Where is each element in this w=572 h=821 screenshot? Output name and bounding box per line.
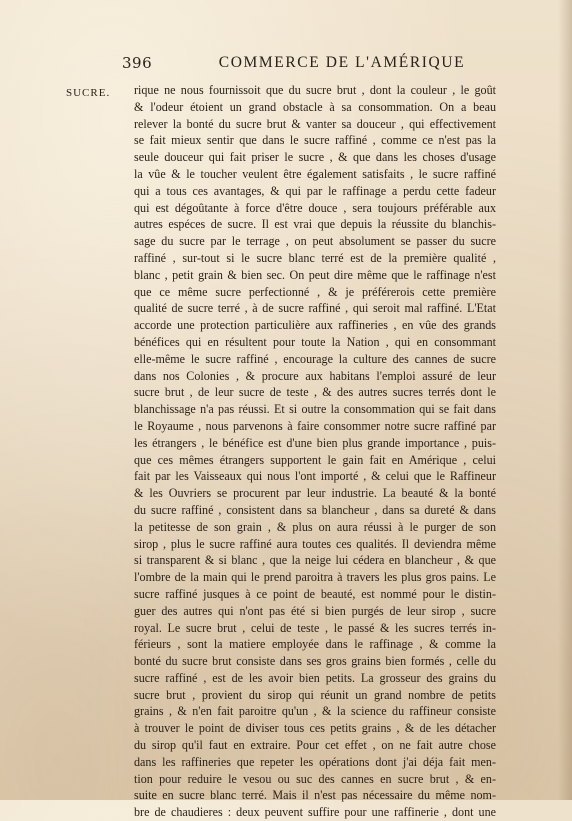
text-line: bonté du sucre brut consiste dans ses gros grains bien formés , celle du [134, 654, 496, 669]
text-line: sucre brut , de leur sucre de teste , & des autres sucres terrés dont le [134, 385, 496, 400]
text-line: les étrangers , le bénéfice est d'une bien plus grande importance , puis- [134, 435, 496, 450]
text-line: la vûe & le toucher veulent être également satisfaits , le sucre raffiné [134, 166, 496, 181]
text-line: bénéfices qui en résultent pour toute la Nation , qui en consommant [134, 334, 496, 349]
text-line: se fait mieux sentir que dans le sucre raffiné , comme ce n'est pas la [134, 133, 496, 148]
text-line: à trouver le point de diviser tous ces petits grains , & de les détacher [134, 721, 496, 736]
text-line: sucre raffiné jusques à ce point de beauté, est nommé pour le distin- [134, 586, 496, 601]
text-line: blanchissage n'a pas réussi. Et si outre la consommation qui se fait dans [134, 402, 496, 417]
page-number: 396 [122, 54, 153, 72]
text-line: qualité de sucre terré , à de sucre raffiné , qui seroit mal raffiné. L'Etat [134, 301, 496, 316]
text-line: bre de chaudieres : deux peuvent suffire pour une raffinerie , dont une [134, 805, 496, 820]
text-line: suite en sucre blanc terré. Mais il n'est pas nécessaire du même nom- [134, 788, 496, 803]
text-line: si transparent & si blanc , que la neige lui cédera en blancheur , & que [134, 553, 496, 568]
running-title: COMMERCE DE L'AMÉRIQUE [218, 54, 466, 71]
text-line: le Royaume , nous parvenons à faire consommer notre sucre raffiné par [134, 418, 496, 433]
text-line: seule douceur qui fait priser le sucre , & que dans les choses d'usage [134, 150, 496, 165]
text-line: rique ne nous fournissoit que du sucre brut , dont la couleur , le goût [134, 83, 496, 97]
text-line: dans les raffineries que repeter les opérations dont j'ai déja fait men- [134, 754, 496, 769]
text-line: férieurs , sont la matiere employée dans le raffinage , & comme la [134, 637, 496, 652]
text-line: fait par les Vaisseaux qui nous l'ont importé , & celui que le Raffineur [134, 469, 496, 484]
text-line: guer des autres qui n'ont pas été si bien purgés de leur sirop , sucre [134, 603, 496, 618]
text-line: que ces mêmes étrangers supportent le gain fait en Amérique , celui [134, 452, 496, 467]
text-line: l'ombre de la main qui le prend paroitra à travers les plus gros pains. Le [134, 570, 496, 585]
text-line: relever la bonté du sucre brut & vanter sa douceur , qui effectivement [134, 116, 496, 131]
text-line: sucre brut , provient du sirop qui réunit un grand nombre de petits [134, 687, 496, 702]
text-line: sage du sucre par le terrage , on peut absolument se passer du sucre [134, 234, 496, 249]
text-line: grains , & n'en fait paroitre qu'un , & la science du raffineur consiste [134, 704, 496, 719]
page-header [122, 54, 502, 76]
text-line: & l'odeur étoient un grand obstacle à sa consommation. On a beau [134, 99, 496, 114]
text-line: que ce même sucre perfectionné , & je préférerois cette première [134, 284, 496, 299]
text-line: raffiné , sur-tout si le sucre blanc terré est de la première qualité , [134, 250, 496, 265]
text-line: du sucre raffiné , consistent dans sa blancheur , dans sa dureté & dans [134, 502, 496, 517]
text-line: qui a tous ces avantages, & qui par le raffinage a perdu cette fadeur [134, 183, 496, 198]
text-line: la petitesse de son grain , & plus on aura réussi à le purger de son [134, 519, 496, 534]
body-text [134, 82, 496, 821]
margin-note: SUCRE. [66, 87, 111, 99]
text-line: tion pour reduire le vesou ou suc des cannes en sucre brut , & en- [134, 771, 496, 786]
text-line: dans nos Colonies , & procure aux habitans l'emploi assuré de leur [134, 368, 496, 383]
text-line: accorde une protection particulière aux raffineries , en vûe des grands [134, 318, 496, 333]
text-line: blanc , petit grain & bien sec. On peut dire même que le raffinage n'est [134, 267, 496, 282]
text-line: & les Ouvriers se procurent par leur industrie. La beauté & la bonté [134, 486, 496, 501]
text-line: sirop , plus le sucre raffiné aura toutes ces qualités. Il deviendra même [134, 536, 496, 551]
text-line: du sirop qu'il faut en extraire. Pour cet effet , on ne fait autre chose [134, 738, 496, 753]
text-line: qui est dégoûtante à force d'être douce , sera toujours préférable aux [134, 200, 496, 215]
page-edge-shadow [558, 0, 572, 800]
text-line: royal. Le sucre brut , celui de teste , le passé & les sucres terrés in- [134, 620, 496, 635]
text-line: elle-même le sucre raffiné , encourage la culture des cannes de sucre [134, 351, 496, 366]
text-line: sucre raffiné , est de les avoir bien petits. La grosseur des grains du [134, 670, 496, 685]
text-line: autres espéces de sucre. Il est vrai que depuis la réussite du blanchis- [134, 217, 496, 232]
